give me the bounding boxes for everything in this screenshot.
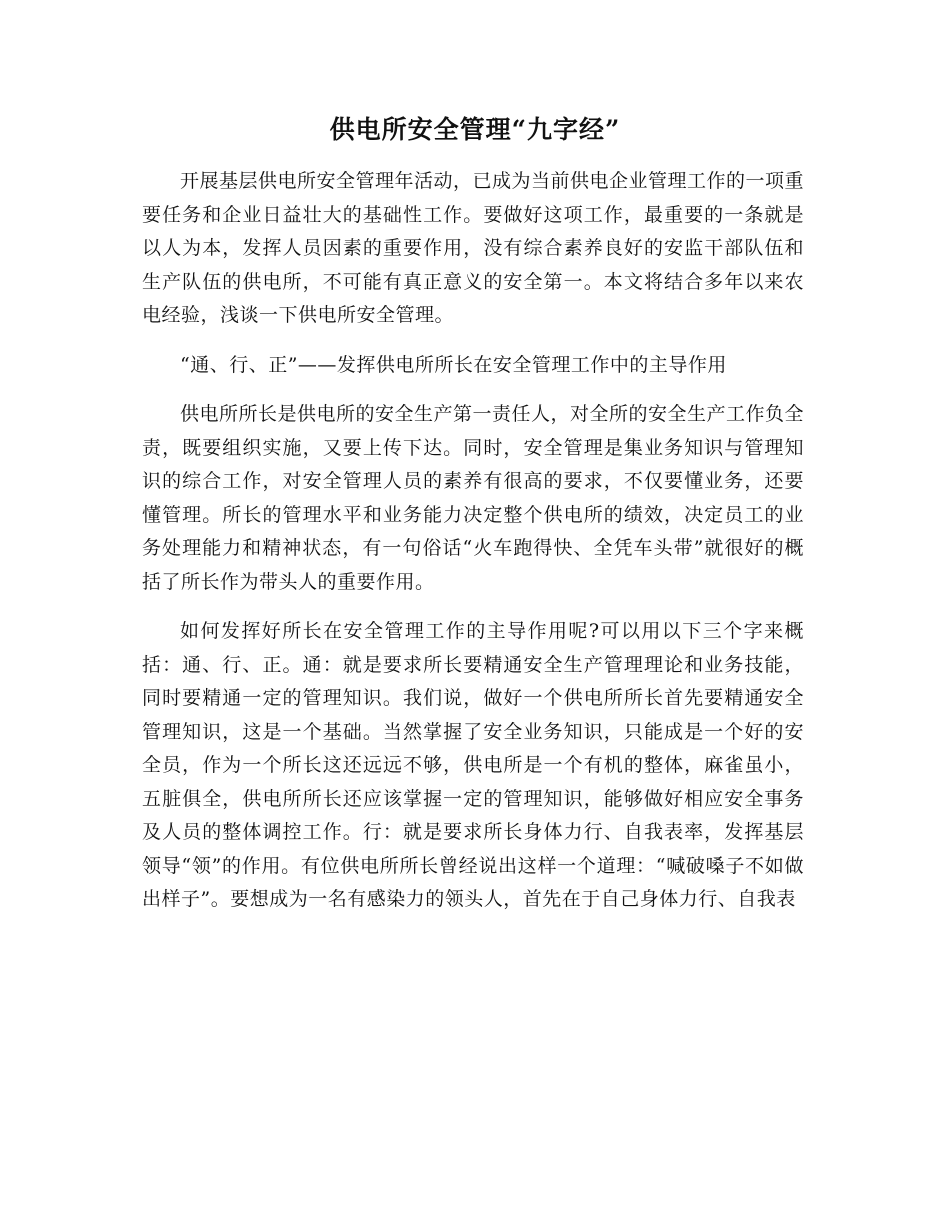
paragraph-director-role: 供电所所长是供电所的安全生产第一责任人，对全所的安全生产工作负全责，既要组织实施，又要上传下达。同时，安全管理是集业务知识与管理知识的综合工作，对安全管理人员的素养有很高的要求，不仅要懂业务，还要懂管理。所长的管理水平和业务能力决定整个供电所的绩效，决定员工的业务处理能力和精神状态，有一句俗话“火车跑得快、全凭车头带”就很好的概括了所长作为带头人的重要作用。 (142, 403, 805, 593)
document-title: 供电所安全管理“九字经” (329, 115, 621, 144)
paragraph-intro: 开展基层供电所安全管理年活动，已成为当前供电企业管理工作的一项重要任务和企业日益壮大的基础性工作。要做好这项工作，最重要的一条就是以人为本，发挥人员因素的重要作用，没有综合素养良好的安监干部队伍和生产队伍的供电所，不可能有真正意义的安全第一。本文将结合多年以来农电经验，浅谈一下供电所安全管理。 (142, 170, 805, 326)
document-body (142, 165, 804, 930)
paragraph-three-words: 如何发挥好所长在安全管理工作的主导作用呢?可以用以下三个字来概括：通、行、正。通：就是要求所长要精通安全生产管理理论和业务技能，同时要精通一定的管理知识。我们说，做好一个供电所所长首先要精通安全管理知识，这是一个基础。当然掌握了安全业务知识，只能成是一个好的安全员，作为一个所长这还远远不够，供电所是一个有机的整体，麻雀虽小，五脏俱全，供电所所长还应该掌握一定的管理知识，能够做好相应安全事务及人员的整体调控工作。行：就是要求所长身体力行、自我表率，发挥基层领导“领”的作用。有位供电所所长曾经说出这样一个道理：“喊破嗓子不如做出样子”。要想成为一名有感染力的领头人，首先在于自己身体力行、自我表 (142, 620, 804, 910)
section-heading: “通、行、正”——发挥供电所所长在安全管理工作中的主导作用 (180, 353, 727, 376)
